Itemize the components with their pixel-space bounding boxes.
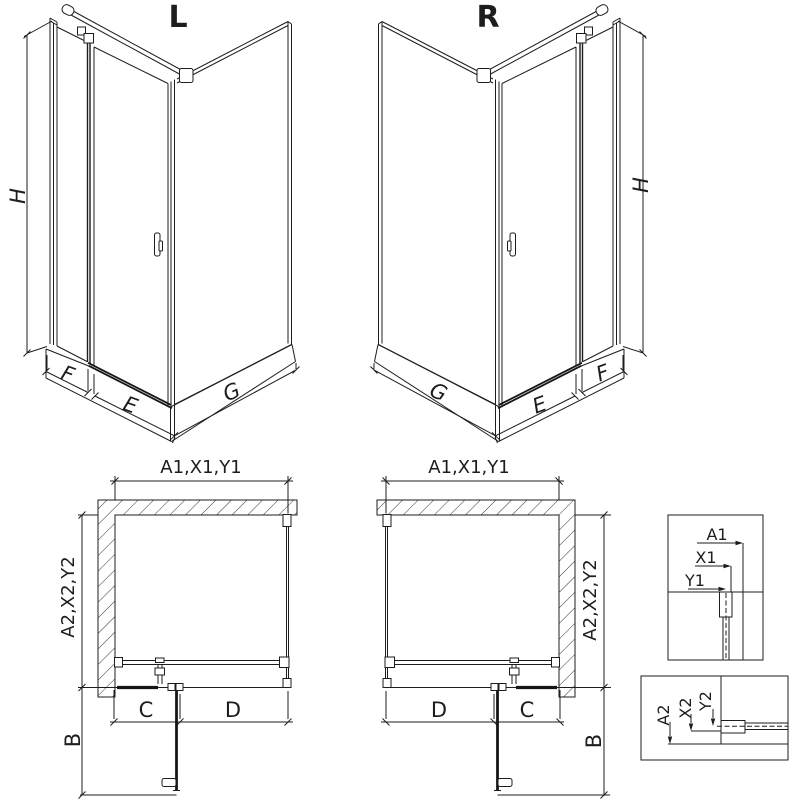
- dim-label-width-right: A1,X1,Y1: [428, 457, 510, 478]
- dim-label-doorwidth-right: D: [430, 698, 448, 722]
- plan-view-left: [58, 457, 297, 799]
- masonry-wall-right: [377, 500, 575, 697]
- detail-label-a1: A1: [706, 525, 728, 544]
- dim-label-depth-right: A2,X2,Y2: [580, 559, 601, 641]
- masonry-wall-left: [98, 500, 297, 697]
- plan-art-mirrored: [381, 476, 564, 791]
- dim-label-return-left: G: [219, 377, 244, 407]
- dim-label-door-left: E: [119, 391, 141, 419]
- dim-label-doorwidth-left: D: [224, 698, 242, 722]
- dim-label-return-right: G: [426, 377, 451, 407]
- depth-swing-dims-right: [498, 512, 612, 799]
- dim-label-side-left: F: [57, 360, 78, 388]
- detail-box-width: [668, 515, 763, 660]
- iso-view-right: [371, 0, 654, 443]
- dim-label-height-left: H: [6, 188, 30, 204]
- dim-label-swing-left: B: [61, 732, 85, 748]
- plan-view-right: [377, 457, 611, 799]
- dim-label-fixed-left: C: [138, 698, 154, 722]
- view-title-left: L: [168, 0, 188, 35]
- dim-label-door-right: E: [529, 391, 551, 419]
- detail-label-y1: Y1: [685, 571, 705, 590]
- detail-label-a2: A2: [654, 704, 673, 726]
- dim-label-depth-left: A2,X2,Y2: [58, 556, 79, 638]
- dim-label-fixed-right: C: [519, 698, 535, 722]
- dim-label-height-right: H: [629, 177, 653, 193]
- iso-view-left: [6, 0, 300, 443]
- detail-label-x2: X2: [676, 697, 695, 719]
- dim-label-swing-right: B: [582, 733, 606, 749]
- view-title-right: R: [476, 0, 500, 35]
- depth-swing-dims-left: [78, 512, 177, 799]
- dim-label-side-right: F: [592, 359, 613, 387]
- detail-label-y2: Y2: [696, 691, 715, 711]
- detail-box-depth: [641, 676, 788, 760]
- detail-label-x1: X1: [695, 548, 717, 567]
- dim-label-width-left: A1,X1,Y1: [160, 457, 242, 478]
